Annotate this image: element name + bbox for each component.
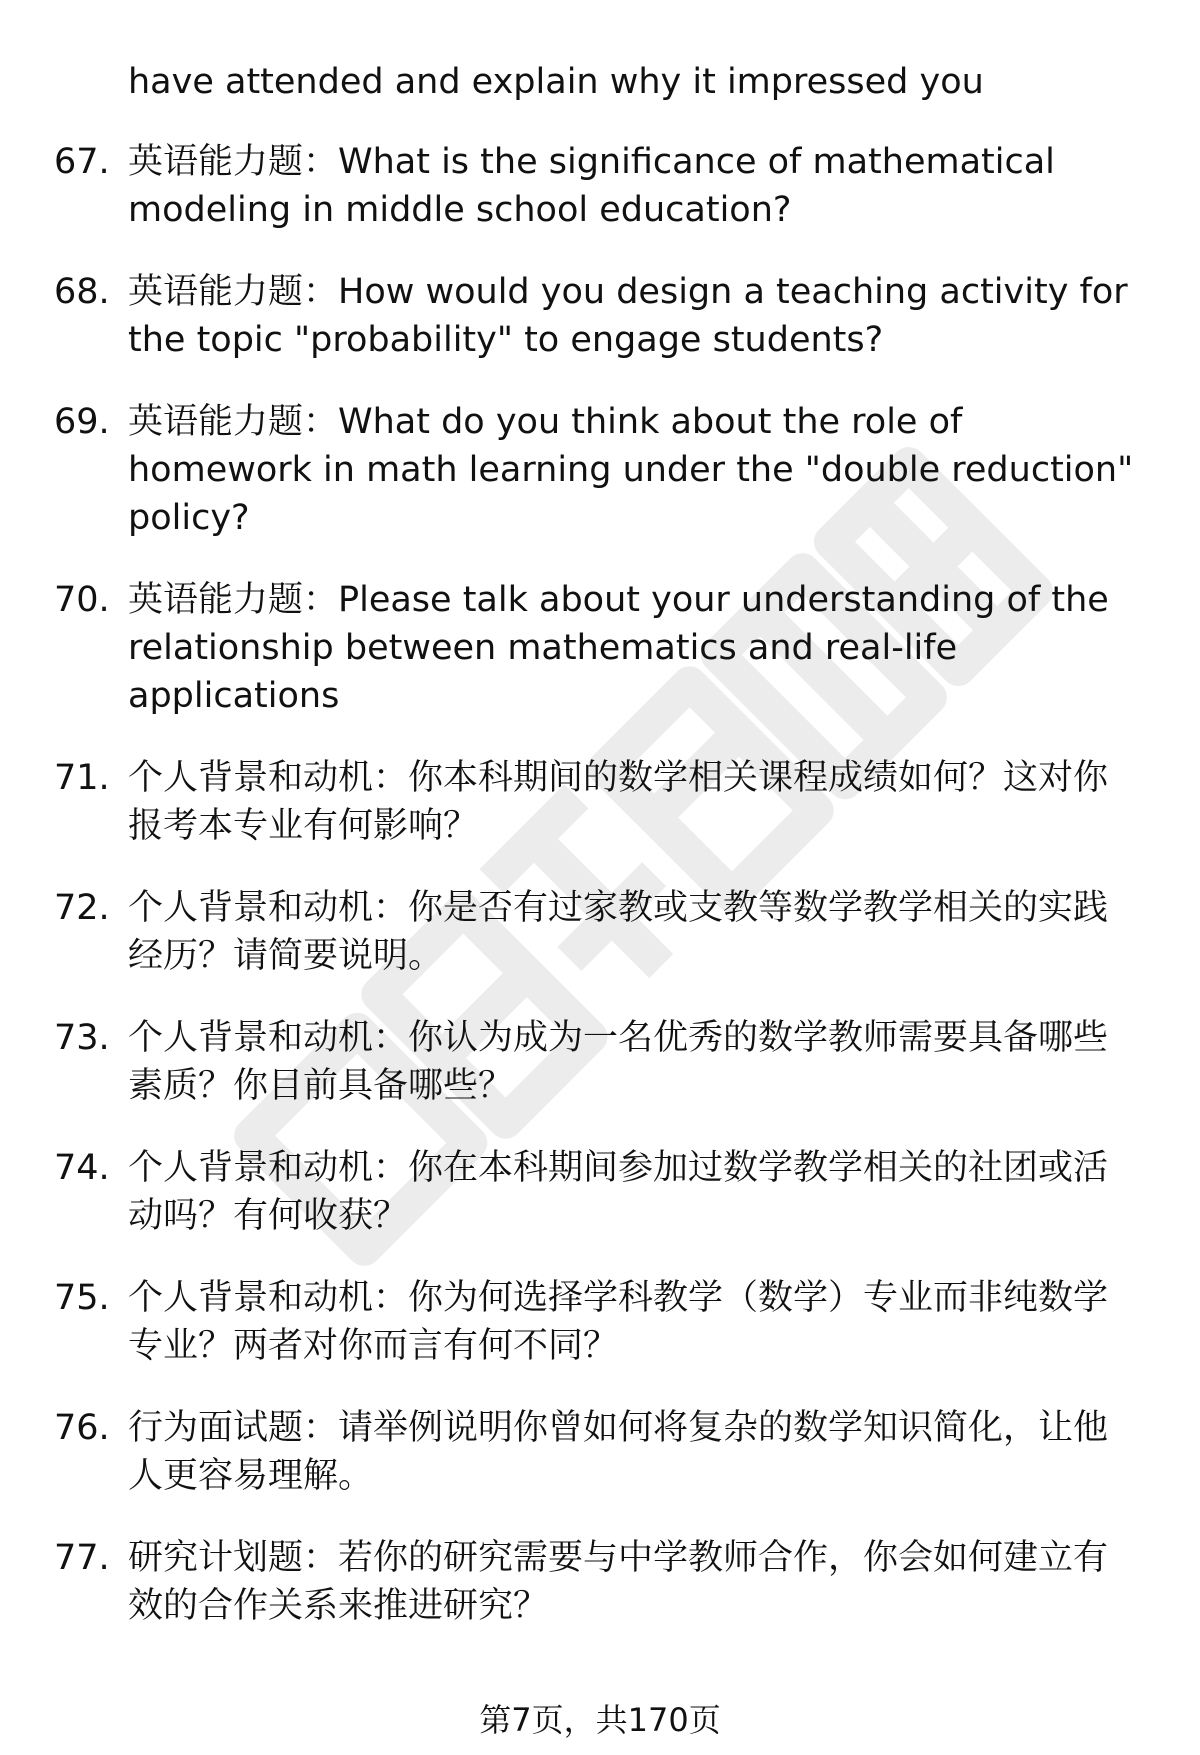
question-number: 73. [54, 1018, 110, 1058]
page-footer: 第7页，共170页 [479, 1701, 721, 1739]
question-item [0, 398, 1200, 542]
question-text: 个人背景和动机：你本科期间的数学相关课程成绩如何？这对你报考本专业有何影响？ [128, 758, 1109, 846]
question-list [0, 138, 1200, 1630]
question-text: 个人背景和动机：你在本科期间参加过数学教学相关的社团或活动吗？有何收获？ [128, 1148, 1109, 1236]
question-item [0, 1404, 1200, 1500]
question-text: 研究计划题：若你的研究需要与中学教师合作，你会如何建立有效的合作关系来推进研究？ [128, 1538, 1109, 1626]
question-text: 英语能力题：Please talk about your understanding of the relationship between mathematics and real-life applications [128, 580, 1109, 716]
question-item [0, 1144, 1200, 1240]
question-item [0, 1274, 1200, 1370]
question-item [0, 268, 1200, 364]
question-number: 72. [54, 888, 110, 928]
question-text: 个人背景和动机：你为何选择学科教学（数学）专业而非纯数学专业？两者对你而言有何不同？ [128, 1278, 1109, 1366]
question-number: 71. [54, 758, 110, 798]
question-item [0, 1014, 1200, 1110]
question-text: 英语能力题：How would you design a teaching activity for the topic "probability" to engage students? [128, 272, 1128, 360]
question-item [0, 576, 1200, 720]
question-item [0, 1534, 1200, 1630]
question-number: 75. [54, 1278, 110, 1318]
question-number: 69. [54, 402, 110, 442]
continuation-text: have attended and explain why it impressed you [128, 62, 984, 102]
question-number: 77. [54, 1538, 110, 1578]
question-text: 个人背景和动机：你认为成为一名优秀的数学教师需要具备哪些素质？你目前具备哪些？ [128, 1018, 1109, 1106]
question-number: 74. [54, 1148, 110, 1188]
question-text: 行为面试题：请举例说明你曾如何将复杂的数学知识简化，让他人更容易理解。 [128, 1408, 1109, 1496]
page-content [0, 58, 1200, 1664]
question-item [0, 884, 1200, 980]
question-text: 英语能力题：What is the significance of mathematical modeling in middle school education? [128, 142, 1055, 230]
question-item [0, 754, 1200, 850]
question-text: 英语能力题：What do you think about the role of homework in math learning under the "double reduction" policy? [128, 402, 1134, 538]
question-number: 70. [54, 580, 110, 620]
question-item [0, 138, 1200, 234]
question-text: 个人背景和动机：你是否有过家教或支教等数学教学相关的实践经历？请简要说明。 [128, 888, 1109, 976]
question-number: 67. [54, 142, 110, 182]
question-number: 68. [54, 272, 110, 312]
question-number: 76. [54, 1408, 110, 1448]
